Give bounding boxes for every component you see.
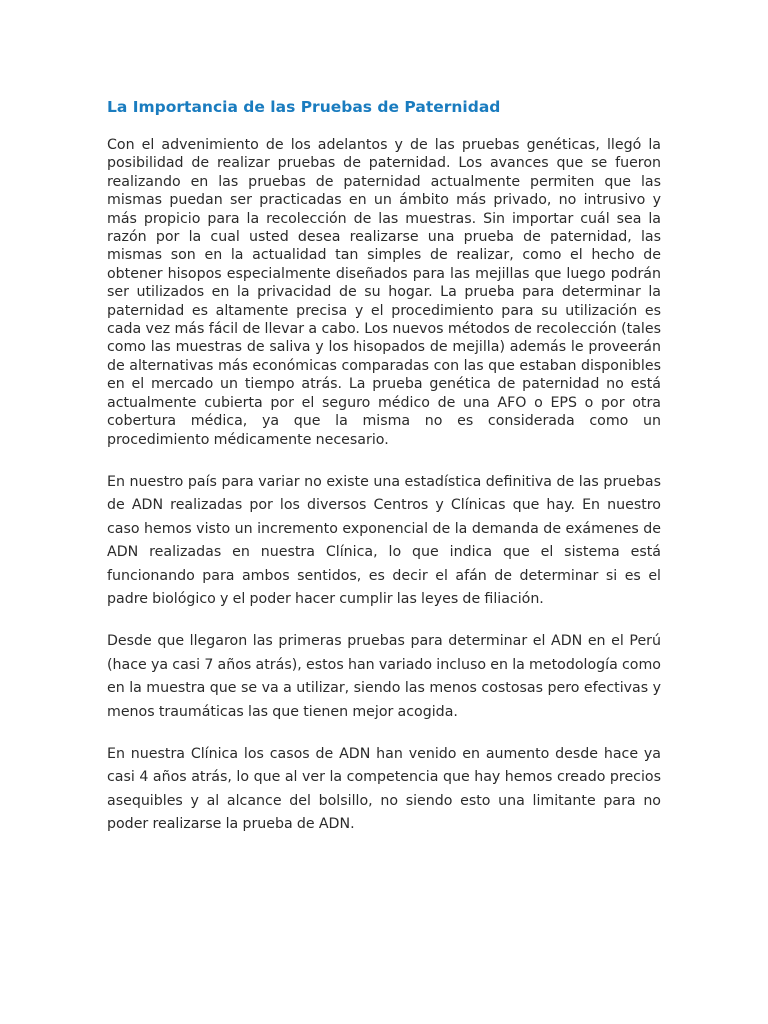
document-title: La Importancia de las Pruebas de Paternidad bbox=[107, 98, 501, 116]
paragraph-1: Con el advenimiento de los adelantos y de las pruebas genéticas, llegó la posibilidad de realizar pruebas de paternidad. Los avances que se fueron realizando en las pruebas de paternidad actualmente permiten que las mismas puedan ser practicadas en un ámbito más privado, no intrusivo y más propicio para la recolección de las muestras. Sin importar cuál sea la razón por la cual usted desea realizarse una prueba de paternidad, las mismas son en la actualidad tan simples de realizar, como el hecho de obtener hisopos especialmente diseñados para las mejillas que luego podrán ser utilizados en la privacidad de su hogar. La prueba para determinar la paternidad es altamente precisa y el procedimiento para su utilización es cada vez más fácil de llevar a cabo. Los nuevos métodos de recolección (tales como las muestras de saliva y los hisopados de mejilla) además le proveerán de alternativas más económicas comparadas con las que estaban disponibles en el mercado un tiempo atrás. La prueba genética de paternidad no está actualmente cubierta por el seguro médico de una AFO o EPS o por otra cobertura médica, ya que la misma no es considerada como un procedimiento médicamente necesario. bbox=[107, 137, 661, 448]
paragraph-3: Desde que llegaron las primeras pruebas para determinar el ADN en el Perú (hace ya casi 7 años atrás), estos han variado incluso en la metodología como en la muestra que se va a utilizar, siendo las menos costosas pero efectivas y menos traumáticas las que tienen mejor acogida. bbox=[107, 633, 661, 720]
paragraph-4: En nuestra Clínica los casos de ADN han venido en aumento desde hace ya casi 4 años atrás, lo que al ver la competencia que hay hemos creado precios asequibles y al alcance del bolsillo, no siendo esto una limitante para no poder realizarse la prueba de ADN. bbox=[107, 745, 661, 833]
paragraph-2: En nuestro país para variar no existe una estadística definitiva de las pruebas de ADN realizadas por los diversos Centros y Clínicas que hay. En nuestro caso hemos visto un incremento exponencial de la demanda de exámenes de ADN realizadas en nuestra Clínica, lo que indica que el sistema está funcionando para ambos sentidos, es decir el afán de determinar si es el padre biológico y el poder hacer cumplir las leyes de filiación. bbox=[107, 473, 661, 607]
document-page bbox=[107, 96, 661, 837]
